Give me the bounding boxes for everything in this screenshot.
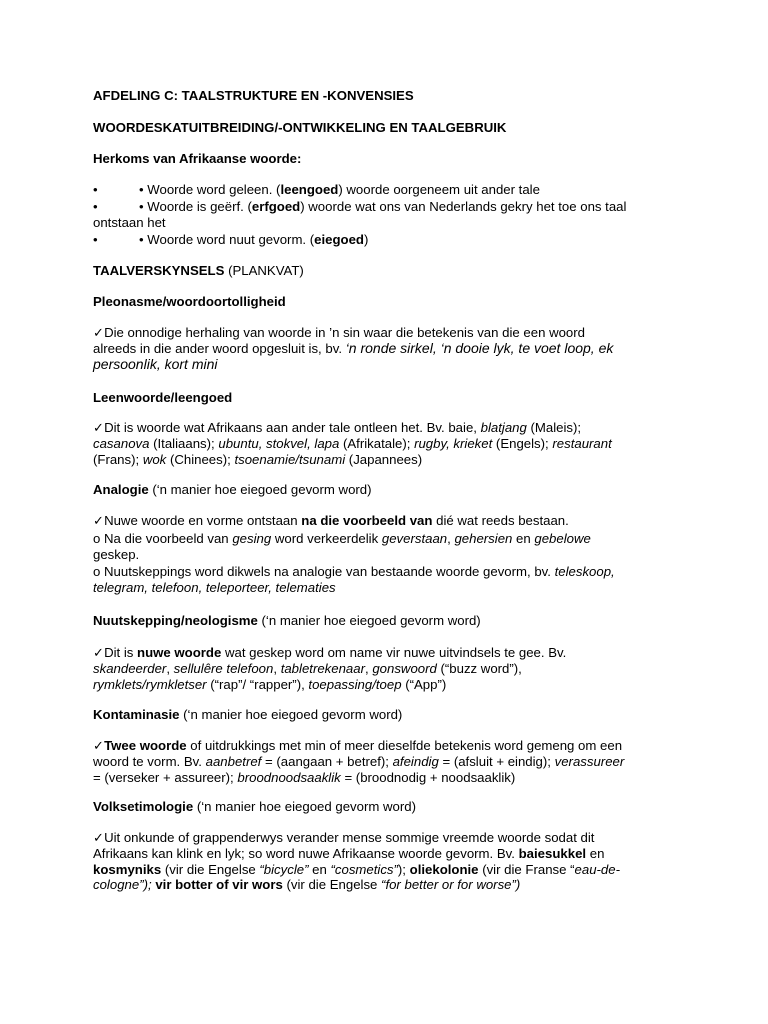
bullet-item-eiegoed: • • Woorde word nuut gevorm. (eiegoed)	[93, 232, 369, 247]
kontaminasie-paragraph: ✓Twee woorde of uitdrukkings met min of meer dieselfde betekenis word gemeng om een woord te vorm. Bv. aanbetref = (aangaan + betref); afeindig = (afsluit + eindig); verassureer = (verseker + assureer); broodnoodsaaklik = (broodnodig + noodsaaklik)	[93, 738, 625, 785]
bullet-marker: •	[93, 182, 98, 197]
bullet-marker: •	[93, 232, 98, 247]
volksetimologie-paragraph: ✓Uit onkunde of grappenderwys verander mense sommige vreemde woorde sodat dit Afrikaans kan klink en lyk; so word nuwe Afrikaanse woorde gevorm. Bv. baiesukkel en kosmyniks (vir die Engelse “bicycle” en “cosmetics”); oliekolonie (vir die Franse “eau-de- cologne”); vir botter of vir wors (vir die Engelse “for better or for worse”)	[93, 830, 620, 893]
check-icon: ✓	[93, 325, 105, 340]
check-icon: ✓	[93, 645, 105, 660]
check-icon: ✓	[93, 420, 105, 435]
bullet-item-leengoed: • • Woorde word geleen. (leengoed) woorde oorgeneem uit ander tale	[93, 182, 540, 197]
bullet-marker: •	[93, 199, 98, 214]
leenwoorde-paragraph: ✓Dit is woorde wat Afrikaans aan ander tale ontleen het. Bv. baie, blatjang (Maleis); casanova (Italiaans); ubuntu, stokvel, lapa (Afrikatale); rugby, krieket (Engels); restaurant (Frans); wok (Chinees); tsoenamie/tsunami (Japannees)	[93, 420, 612, 467]
list-marker: o	[93, 564, 101, 580]
check-icon: ✓	[93, 830, 105, 845]
section-heading: AFDELING C: TAALSTRUKTURE EN -KONVENSIES	[93, 88, 414, 103]
pleonasme-paragraph: ✓Die onnodige herhaling van woorde in ’n sin waar die betekenis van die een woord alreeds in die ander woord opgesluit is, bv. ‘n ronde sirkel, ‘n dooie lyk, te voet loop, ek persoonlik, kort mini	[93, 325, 614, 372]
leenwoorde-heading: Leenwoorde/leengoed	[93, 390, 233, 405]
taalverskynsels-heading: TAALVERSKYNSELS (PLANKVAT)	[93, 263, 304, 278]
kontaminasie-heading: Kontaminasie (‘n manier hoe eiegoed gevorm word)	[93, 707, 403, 722]
analogie-heading: Analogie (‘n manier hoe eiegoed gevorm word)	[93, 482, 372, 497]
pleonasme-heading: Pleonasme/woordoortolligheid	[93, 294, 286, 309]
subsection-heading: WOORDESKATUITBREIDING/-ONTWIKKELING EN TAALGEBRUIK	[93, 120, 507, 135]
analogie-paragraph: ✓Nuwe woorde en vorme ontstaan na die voorbeeld van dié wat reeds bestaan. o Na die voorbeeld van gesing word verkeerdelik geverstaan, gehersien en gebelowe geskep. o Nuutskeppings word dikwels na analogie van bestaande woorde gevorm, bv. teleskoop, telegram, telefoon, teleporteer, telematies	[93, 513, 615, 596]
nuutskepping-paragraph: ✓Dit is nuwe woorde wat geskep word om name vir nuwe uitvindsels te gee. Bv. skandeerder, sellulêre telefoon, tabletrekenaar, gonswoord (“buzz word”), rymklets/rymkletser (“rap”/ “rapper”), toepassing/toep (“App”)	[93, 645, 567, 692]
bullet-item-erfgoed: • • Woorde is geërf. (erfgoed) woorde wat ons van Nederlands gekry het toe ons taal ontstaan het	[93, 199, 627, 230]
nuutskepping-heading: Nuutskepping/neologisme (‘n manier hoe eiegoed gevorm word)	[93, 613, 481, 628]
volksetimologie-heading: Volksetimologie (‘n manier hoe eiegoed gevorm word)	[93, 799, 416, 814]
herkoms-heading: Herkoms van Afrikaanse woorde:	[93, 151, 302, 166]
check-icon: ✓	[93, 513, 105, 528]
check-icon: ✓	[93, 738, 105, 753]
list-marker: o	[93, 530, 101, 546]
